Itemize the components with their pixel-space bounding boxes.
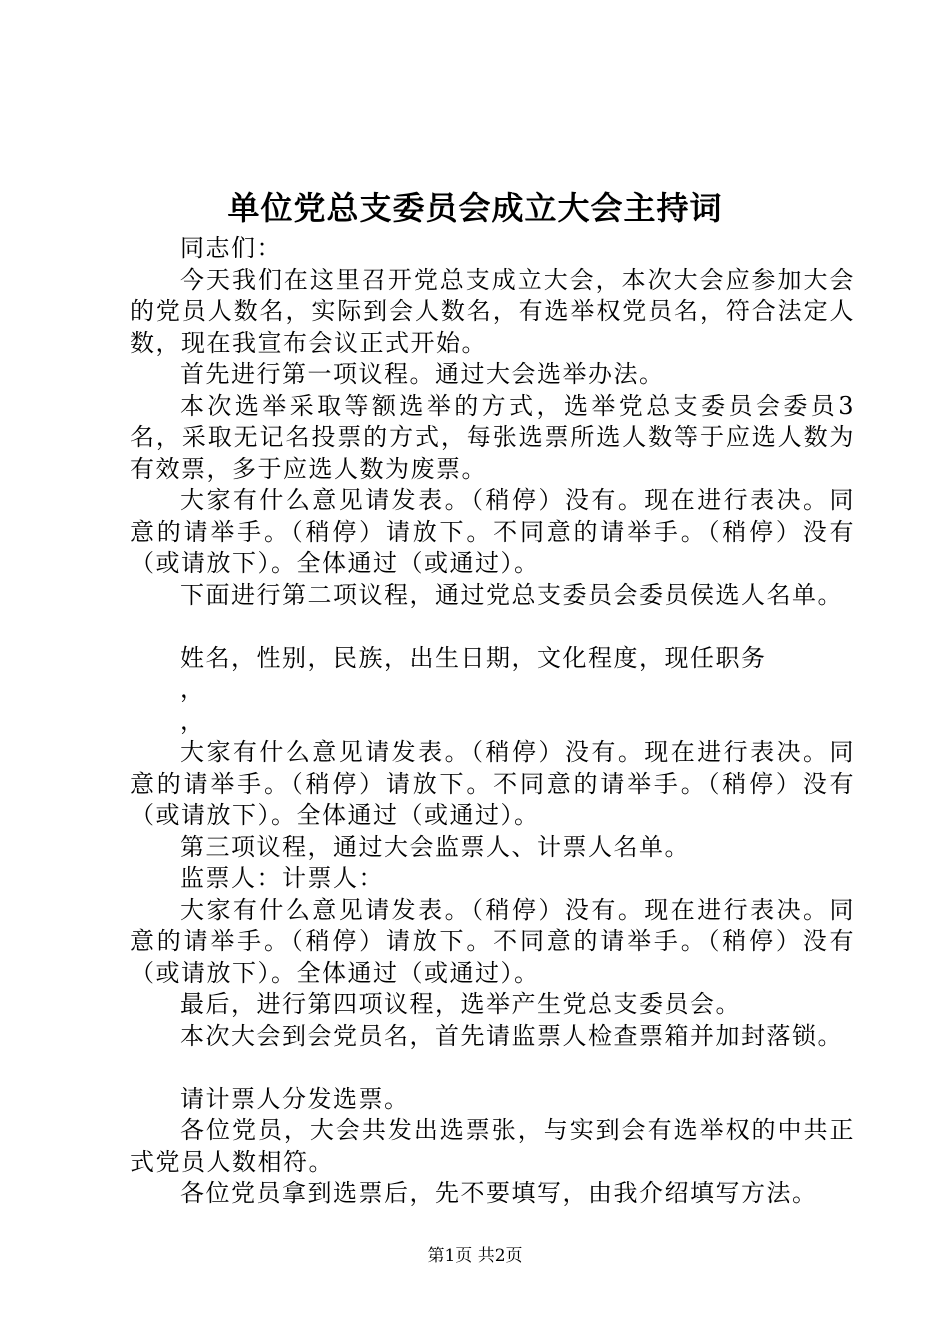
paragraph-agenda-1: 首先进行第一项议程。通过大会选举办法。 <box>180 360 665 388</box>
paragraph-greeting: 同志们： <box>180 234 282 262</box>
paragraph-comma-1: ， <box>180 675 206 703</box>
paragraph-vote-2: 大家有什么意见请发表。（稍停）没有。现在进行表决。同意的请举手。（稍停）请放下。不同意的请举手。（稍停）没有（或请放下）。全体通过（或通过）。 <box>130 738 855 829</box>
paragraph-distribute-ballots: 请计票人分发选票。 <box>180 1084 410 1113</box>
paragraph-election-method: 本次选举采取等额选举的方式，选举党总支委员会委员3名，采取无记名投票的方式，每张选票所选人数等于应选人数为有效票，多于应选人数为废票。 <box>130 391 855 483</box>
blank-line <box>130 611 855 643</box>
blank-line <box>130 1052 855 1084</box>
document-title: 单位党总支委员会成立大会主持词 <box>227 189 723 227</box>
paragraph-agenda-3: 第三项议程，通过大会监票人、计票人名单。 <box>180 832 690 861</box>
paragraph-ballot-box: 本次大会到会党员名，首先请监票人检查票箱并加封落锁。 <box>180 1021 843 1050</box>
paragraph-comma-2: ， <box>180 706 206 735</box>
paragraph-candidate-fields: 姓名，性别，民族，出生日期，文化程度，现任职务 <box>180 643 767 672</box>
paragraph-fill-instructions: 各位党员拿到选票后，先不要填写，由我介绍填写方法。 <box>180 1179 818 1207</box>
paragraph-scrutineers: 监票人：计票人： <box>180 864 384 892</box>
paragraph-opening: 今天我们在这里召开党总支成立大会，本次大会应参加大会的党员人数名，实际到会人数名，有选举权党员名，符合法定人数，现在我宣布会议正式开始。 <box>130 265 855 357</box>
paragraph-vote-1: 大家有什么意见请发表。（稍停）没有。现在进行表决。同意的请举手。（稍停）请放下。不同意的请举手。（稍停）没有（或请放下）。全体通过（或通过）。 <box>130 486 855 577</box>
paragraph-agenda-2: 下面进行第二项议程，通过党总支委员会委员侯选人名单。 <box>180 580 843 609</box>
paragraph-ballot-count: 各位党员，大会共发出选票张，与实到会有选举权的中共正式党员人数相符。 <box>130 1116 855 1176</box>
page-footer: 第1页 共2页 <box>427 1246 523 1266</box>
paragraph-vote-3: 大家有什么意见请发表。（稍停）没有。现在进行表决。同意的请举手。（稍停）请放下。不同意的请举手。（稍停）没有（或请放下）。全体通过（或通过）。 <box>130 895 855 987</box>
paragraph-agenda-4: 最后，进行第四项议程，选举产生党总支委员会。 <box>180 990 741 1018</box>
document-body <box>130 233 855 1210</box>
